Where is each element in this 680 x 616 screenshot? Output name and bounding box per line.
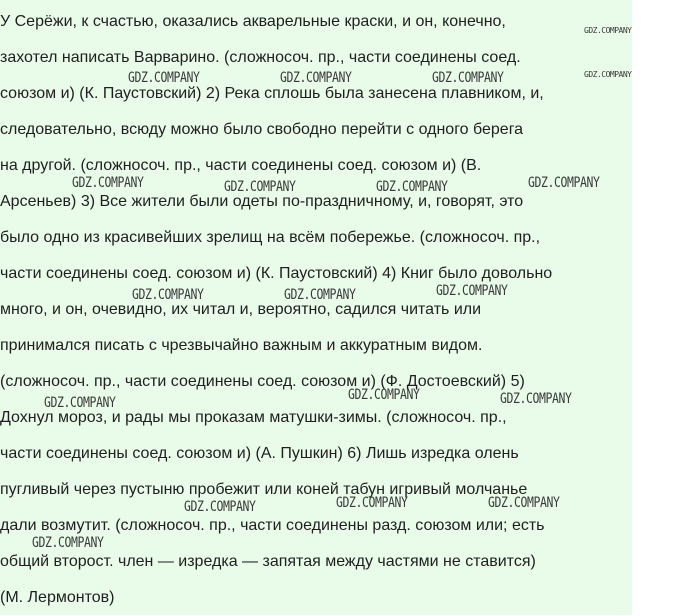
text-line: дали возмутит. (сложносоч. пр., части соединены разд. союзом или; есть — [0, 517, 545, 534]
text-line: общий второст. член — изредка — запятая между частями не ставится) — [0, 553, 536, 570]
watermark: GDZ.COMPANY — [584, 70, 632, 79]
text-line: принимался писать с чрезвычайно важным и аккуратным видом. — [0, 337, 483, 354]
text-line: части соединены соед. союзом и) (А. Пушкин) 6) Лишь изредка олень — [0, 445, 519, 462]
text-line: (М. Лермонтов) — [0, 589, 115, 606]
watermark: GDZ.COMPANY — [336, 495, 408, 511]
watermark: GDZ.COMPANY — [280, 70, 352, 86]
text-line: следовательно, всюду можно было свободно перейти с одного берега — [0, 121, 524, 138]
watermark: GDZ.COMPANY — [500, 391, 572, 407]
watermark: GDZ.COMPANY — [436, 283, 508, 299]
text-line: союзом и) (К. Паустовский) 2) Река сплошь была занесена плавником, и, — [0, 85, 544, 102]
text-line: (сложносоч. пр., части соединены соед. союзом и) (Ф. Достоевский) 5) — [0, 373, 525, 390]
text-line: У Серёжи, к счастью, оказались акварельные краски, и он, конечно, — [0, 13, 506, 30]
watermark: GDZ.COMPANY — [432, 70, 504, 86]
watermark: GDZ.COMPANY — [488, 495, 560, 511]
watermark: GDZ.COMPANY — [44, 395, 116, 411]
watermark: GDZ.COMPANY — [128, 70, 200, 86]
answer-text — [0, 4, 632, 616]
watermark: GDZ.COMPANY — [528, 175, 600, 191]
watermark: GDZ.COMPANY — [32, 535, 104, 551]
text-line: было одно из красивейших зрелищ на всём побережье. (сложносоч. пр., — [0, 229, 541, 246]
watermark: GDZ.COMPANY — [584, 26, 632, 35]
text-line: пугливый через пустыню пробежит или коней табун игривый молчанье — [0, 481, 528, 498]
watermark: GDZ.COMPANY — [376, 179, 448, 195]
watermark: GDZ.COMPANY — [224, 179, 296, 195]
text-line: Дохнул мороз, и рады мы проказам матушки-зимы. (сложносоч. пр., — [0, 409, 507, 426]
watermark: GDZ.COMPANY — [284, 287, 356, 303]
watermark: GDZ.COMPANY — [184, 499, 256, 515]
text-line: на другой. (сложносоч. пр., части соединены соед. союзом и) (В. — [0, 157, 482, 174]
text-line: части соединены соед. союзом и) (К. Паустовский) 4) Книг было довольно — [0, 265, 553, 282]
watermark: GDZ.COMPANY — [348, 387, 420, 403]
watermark: GDZ.COMPANY — [132, 287, 204, 303]
text-line: много, и он, очевидно, их читал и, вероятно, садился читать или — [0, 301, 482, 318]
text-line: захотел написать Варварино. (сложносоч. пр., части соединены соед. — [0, 49, 521, 66]
watermark: GDZ.COMPANY — [72, 175, 144, 191]
text-line: Арсеньев) 3) Все жители были одеты по-праздничному, и, говорят, это — [0, 193, 524, 210]
